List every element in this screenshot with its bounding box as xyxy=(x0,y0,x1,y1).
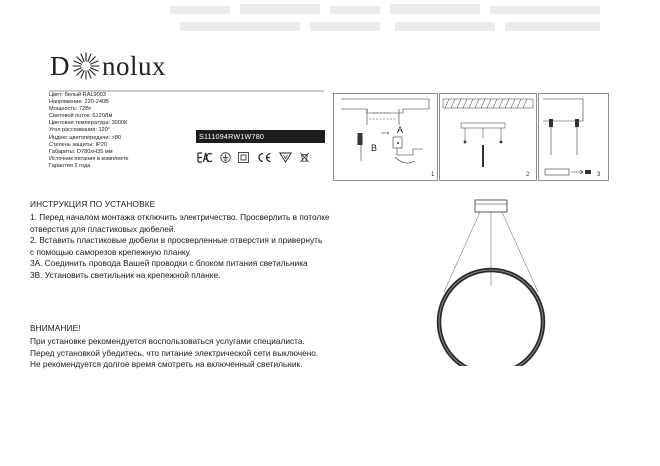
instructions-title: ИНСТРУКЦИЯ ПО УСТАНОВКЕ xyxy=(30,199,156,209)
eac-mark-icon xyxy=(197,152,213,163)
spec-line: Индекс цветопередачи: >80 xyxy=(49,134,122,141)
spec-line: Цветовая температура: 3000К xyxy=(49,120,128,127)
spec-line: Цвет: белый RAL9003 xyxy=(49,92,106,98)
spec-line: Напряжение: 220-240В xyxy=(49,99,109,106)
panel-number-3: 3 xyxy=(597,172,601,178)
no-dispose-mark-icon xyxy=(299,152,310,163)
spec-line: Световой поток: 6120Лм xyxy=(49,113,113,120)
instruction-line: с помощью саморезов крепежную планку. xyxy=(30,246,192,257)
diagram-label-b: B xyxy=(371,143,378,153)
installation-instructions xyxy=(30,199,330,282)
class-ii-mark-icon xyxy=(238,152,249,163)
model-number: S111094RW1W780 xyxy=(196,130,325,143)
spec-line: Степень защиты: IP20 xyxy=(49,141,107,148)
spec-line: Гарантия 2 года xyxy=(49,162,91,169)
certification-marks xyxy=(197,152,310,163)
instruction-line: 1. Перед началом монтажа отключить электричество. Просверлить в потолке xyxy=(30,212,330,222)
instruction-line: 2. Вставить пластиковые дюбели в просверленные отверстия и привернуть xyxy=(30,235,323,246)
ground-mark-icon xyxy=(220,152,231,163)
brand-logo xyxy=(50,50,166,82)
instruction-line: отверстия для пластиковых дюбелей. xyxy=(30,223,176,234)
ring-lamp-illustration xyxy=(420,190,570,366)
panel-number-1: 1 xyxy=(431,172,435,178)
warning-title: ВНИМАНИЕ! xyxy=(30,323,81,333)
instruction-line: 3B. Установить светильник на крепежной планке. xyxy=(30,269,221,280)
panel-number-2: 2 xyxy=(526,172,530,178)
spec-line: Угол рассеивания: 120° xyxy=(49,127,111,134)
warning-line: При установке рекомендуется воспользоваться услугами специалиста. xyxy=(30,336,305,346)
spec-line: Мощность: 72Вт xyxy=(49,106,92,113)
warning-line: Не рекомендуется долгое время смотреть на включенный светильник. xyxy=(30,359,303,370)
watermark-band xyxy=(170,0,610,40)
instruction-line: 3A. Соединить провода Вашей проводки с блоком питания светильника xyxy=(30,258,308,269)
warning-section xyxy=(30,323,318,371)
spec-line: Источник питания в комплекте xyxy=(49,155,129,162)
installation-diagram xyxy=(333,93,609,181)
diagram-label-a: A xyxy=(397,125,404,135)
ce-mark-icon xyxy=(256,152,272,163)
warning-line: Перед установкой убедитесь, что питание электрической сети выключено. xyxy=(30,347,319,358)
brand-letter-d: D xyxy=(50,50,70,81)
triangle-mark-icon xyxy=(279,152,292,163)
spec-divider xyxy=(49,90,324,92)
spec-line: Габариты: D780хН35 мм xyxy=(49,148,113,155)
brand-name-rest: nolux xyxy=(102,50,167,81)
sun-icon xyxy=(71,51,101,81)
